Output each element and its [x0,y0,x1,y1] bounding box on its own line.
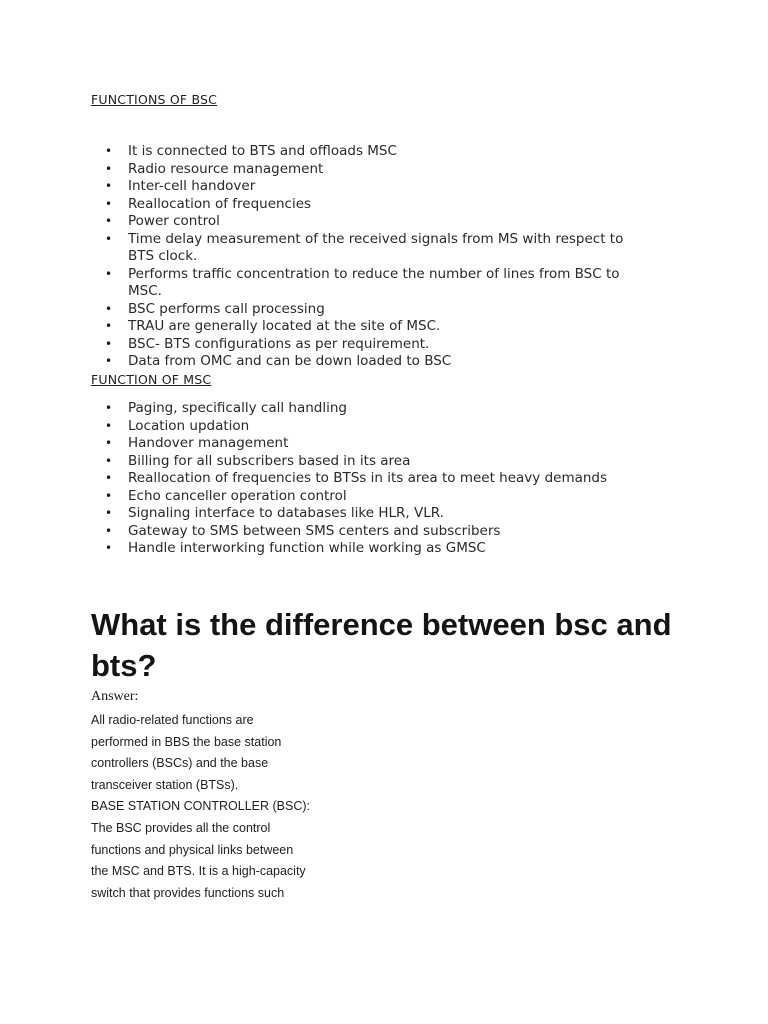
list-item: • TRAU are generally located at the site of MSC. [91,318,648,336]
answer-line: transceiver station (BTSs). [91,777,239,792]
answer-line: the MSC and BTS. It is a high-capacity [91,864,306,879]
list-item: • Reallocation of frequencies [91,196,648,214]
list-item: • Paging, specifically call handling [91,400,648,418]
list-item: • Handle interworking function while working as GMSC [91,540,648,558]
answer-line: All radio-related functions are [91,713,254,727]
bsc-functions-list [91,143,648,371]
list-item: • Data from OMC and can be down loaded to BSC [91,353,648,371]
answer-text [91,710,310,904]
list-item: • It is connected to BTS and offloads MSC [91,143,648,161]
answer-line: performed in BBS the base station [91,734,282,749]
answer-label: Answer: [91,689,139,704]
list-item: • Billing for all subscribers based in its area [91,453,648,471]
list-item: • BSC- BTS configurations as per requirement. [91,336,648,354]
answer-line: BASE STATION CONTROLLER (BSC): [91,799,311,814]
list-item: • Echo canceller operation control [91,488,648,506]
list-item: • Time delay measurement of the received signals from MS with respect to BTS clock. [91,231,648,266]
list-item: • BSC performs call processing [91,301,648,319]
list-item: • Performs traffic concentration to reduce the number of lines from BSC to MSC. [91,266,648,301]
list-item: • Gateway to SMS between SMS centers and subscribers [91,523,648,541]
answer-line: The BSC provides all the control [91,820,271,835]
msc-functions-heading: FUNCTION OF MSC [91,372,212,387]
list-item: • Reallocation of frequencies to BTSs in its area to meet heavy demands [91,470,648,488]
bsc-functions-heading: FUNCTIONS OF BSC [91,92,218,107]
list-item: • Signaling interface to databases like HLR, VLR. [91,505,648,523]
answer-line: functions and physical links between [91,842,294,857]
list-item: • Handover management [91,435,648,453]
question-title: What is the difference between bsc and bts? [91,607,672,683]
list-item: • Location updation [91,418,648,436]
list-item: • Radio resource management [91,161,648,179]
answer-line: switch that provides functions such [91,885,285,900]
list-item: • Power control [91,213,648,231]
msc-functions-list [91,400,648,558]
list-item: • Inter-cell handover [91,178,648,196]
answer-line: controllers (BSCs) and the base [91,756,269,771]
